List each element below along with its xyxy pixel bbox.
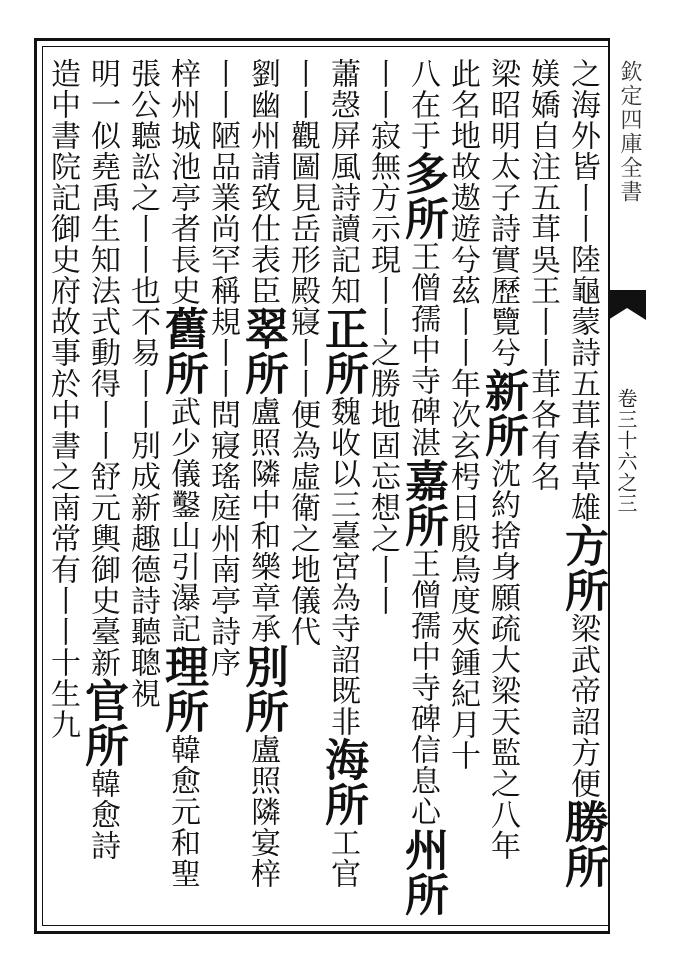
text-segment: 盧照隣宴梓: [245, 734, 280, 889]
text-column: [280, 58, 324, 926]
text-column: [77, 58, 128, 926]
text-column: [477, 58, 528, 926]
text-column: [520, 58, 564, 926]
text-column: [317, 58, 368, 926]
text-segment: 魏收以三臺宮為寺詔既非: [325, 396, 360, 737]
headword: 翠所: [237, 306, 288, 396]
text-segment: 丨: [565, 213, 600, 244]
text-segment: 不易丨丨別成新趣: [125, 306, 160, 554]
headword: 官所: [77, 678, 128, 768]
text-segment: 規丨丨問寢瑤庭: [205, 306, 240, 523]
book-title: 欽定四庫全書: [617, 60, 642, 204]
text-column: [237, 58, 288, 926]
headword: 多所: [397, 151, 448, 241]
headword: 海所: [317, 737, 368, 827]
text-segment: 韓愈詩: [85, 768, 120, 861]
volume-label: 卷三十六之三: [614, 388, 638, 514]
text-segment: 年次玄枵日殷鳥度夾鍾紀月十: [445, 368, 480, 771]
text-segment: 明一似堯禹生知法式動得丨丨舒元輿御史臺新: [85, 58, 120, 678]
text-segment: 德詩聽聰視: [125, 554, 160, 709]
text-segment: 王僧孺中寺碑信息心: [405, 548, 440, 827]
headword: 別所: [237, 644, 288, 734]
text-segment: 丨丨茸各有名: [525, 306, 560, 492]
text-segment: 梁武帝詔方便: [565, 613, 600, 799]
text-segment: 王僧孺中寺碑湛: [405, 241, 440, 458]
text-column: [200, 58, 244, 926]
text-segment: 媄嬌自注五茸吳王: [525, 58, 560, 306]
text-segment: 蕭愨屏風詩讀記知: [325, 58, 360, 306]
text-segment: 州南亭詩序: [205, 523, 240, 678]
headword: 正所: [317, 306, 368, 396]
text-segment: 寂無方示現丨丨: [365, 120, 400, 337]
headword: 勝所: [557, 799, 608, 889]
text-segment: 梁昭明太子詩實歷覽兮: [485, 58, 520, 368]
text-segment: 丨丨觀圖見岳形: [285, 58, 320, 275]
text-segment: 陸龜蒙詩五茸春草雄: [565, 244, 600, 523]
text-segment: 盧照隣中和樂章承: [245, 396, 280, 644]
headword: 新所: [477, 368, 528, 458]
text-segment: 八在于: [405, 58, 440, 151]
text-column: [40, 58, 84, 926]
text-column: [157, 58, 208, 926]
text-segment: 之海外皆: [565, 58, 600, 182]
text-column: [120, 58, 164, 926]
headword: 理所: [157, 644, 208, 734]
text-segment: 梓州城池亭者長史: [165, 58, 200, 306]
headword: 舊所: [157, 306, 208, 396]
text-segment: 張公聽訟之丨丨也: [125, 58, 160, 306]
text-segment: 韓愈元和聖: [165, 734, 200, 889]
headword: 方所: [557, 523, 608, 613]
text-segment: 丨丨: [365, 58, 400, 120]
text-column: [397, 58, 448, 926]
headword: 嘉所: [397, 458, 448, 548]
text-segment: 十生九: [45, 647, 80, 740]
text-segment: 武少儀鑿山引瀑記: [165, 396, 200, 644]
text-segment: 劉幽州請致仕表臣: [245, 58, 280, 306]
text-segment: 此名地故遨遊兮茲丨丨: [445, 58, 480, 368]
text-segment: 殿寢丨丨便為虛衛之地: [285, 275, 320, 585]
text-segment: 造中書院記御史府故事於中書之南常有丨丨: [45, 58, 80, 647]
text-segment: 工官: [325, 827, 360, 889]
headword: 州所: [397, 827, 448, 917]
text-segment: 之勝地固忘想之丨丨: [365, 337, 400, 616]
text-segment: 丨丨陋品業尚罕稱: [205, 58, 240, 306]
text-column: [557, 58, 608, 926]
text-segment: 丨: [565, 182, 600, 213]
text-segment: 儀代: [285, 585, 320, 647]
text-segment: 沈約捨身願疏大梁天監之八年: [485, 458, 520, 861]
